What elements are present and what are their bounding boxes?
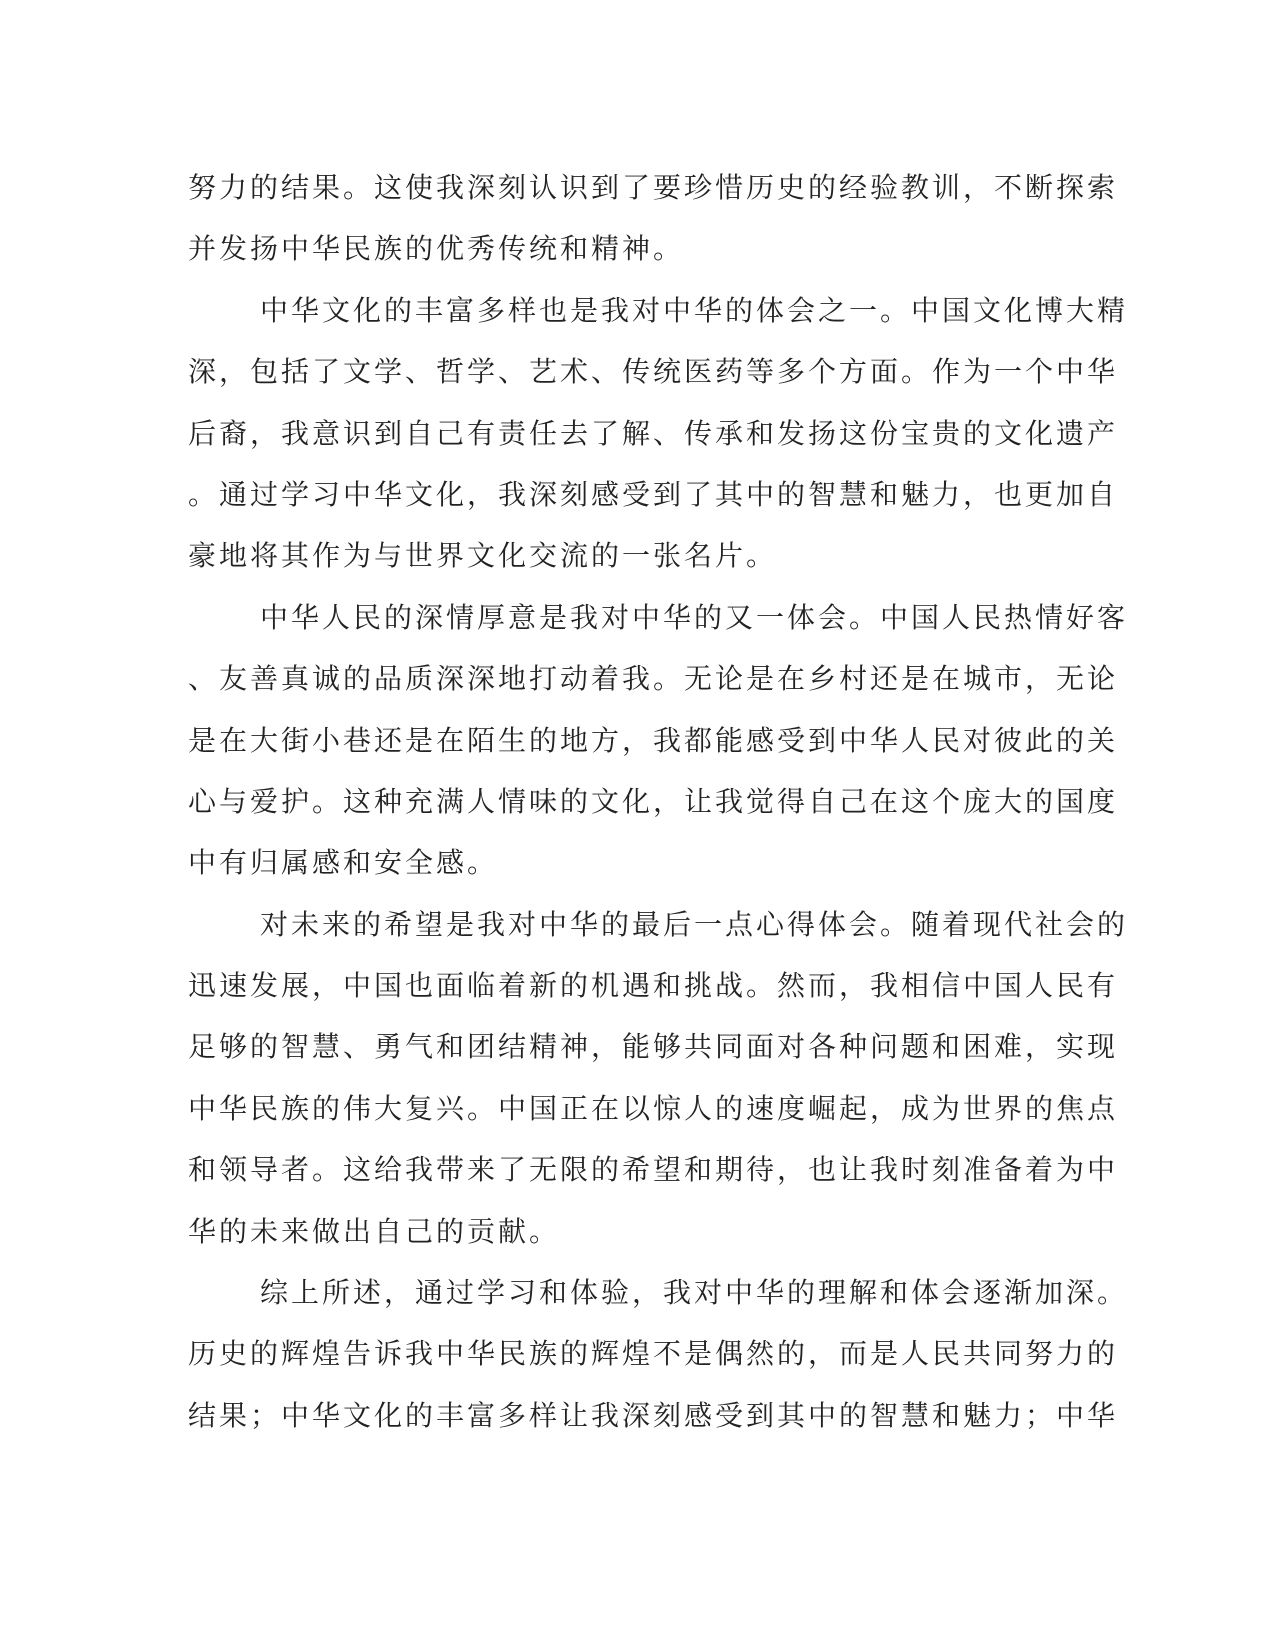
text-line: 足够的智慧、勇气和团结精神，能够共同面对各种问题和困难，实现	[188, 1030, 1119, 1064]
text-line: 迅速发展，中国也面临着新的机遇和挑战。然而，我相信中国人民有	[188, 969, 1119, 1003]
text-line: 和领导者。这给我带来了无限的希望和期待，也让我时刻准备着为中	[188, 1153, 1119, 1187]
text-line: 努力的结果。这使我深刻认识到了要珍惜历史的经验教训，不断探索	[188, 171, 1119, 204]
paragraph-start-line: 中华文化的丰富多样也是我对中华的体会之一。中国文化博大精	[260, 293, 1129, 327]
text-line: 是在大街小巷还是在陌生的地方，我都能感受到中华人民对彼此的关	[188, 723, 1119, 757]
text-line: 深，包括了文学、哲学、艺术、传统医药等多个方面。作为一个中华	[188, 355, 1119, 389]
body-text	[188, 157, 1129, 1446]
text-line: 、友善真诚的品质深深地打动着我。无论是在乡村还是在城市，无论	[188, 662, 1119, 696]
text-line: 华的未来做出自己的贡献。	[188, 1214, 561, 1248]
text-line: 历史的辉煌告诉我中华民族的辉煌不是偶然的，而是人民共同努力的	[188, 1337, 1119, 1371]
paragraph-start-line: 综上所述，通过学习和体验，我对中华的理解和体会逐渐加深。	[260, 1276, 1129, 1310]
text-line: 后裔，我意识到自己有责任去了解、传承和发扬这份宝贵的文化遗产	[188, 416, 1119, 450]
paragraph-start-line: 中华人民的深情厚意是我对中华的又一体会。中国人民热情好客	[260, 600, 1129, 634]
text-line: 心与爱护。这种充满人情味的文化，让我觉得自己在这个庞大的国度	[188, 784, 1119, 818]
text-line: 中有归属感和安全感。	[188, 846, 499, 880]
text-line: 结果；中华文化的丰富多样让我深刻感受到其中的智慧和魅力；中华	[188, 1398, 1119, 1432]
text-line: 豪地将其作为与世界文化交流的一张名片。	[188, 539, 778, 573]
text-line: 。通过学习中华文化，我深刻感受到了其中的智慧和魅力，也更加自	[188, 477, 1119, 511]
text-line: 并发扬中华民族的优秀传统和精神。	[188, 232, 685, 266]
paragraph-start-line: 对未来的希望是我对中华的最后一点心得体会。随着现代社会的	[260, 907, 1129, 941]
text-line: 中华民族的伟大复兴。中国正在以惊人的速度崛起，成为世界的焦点	[188, 1091, 1119, 1125]
